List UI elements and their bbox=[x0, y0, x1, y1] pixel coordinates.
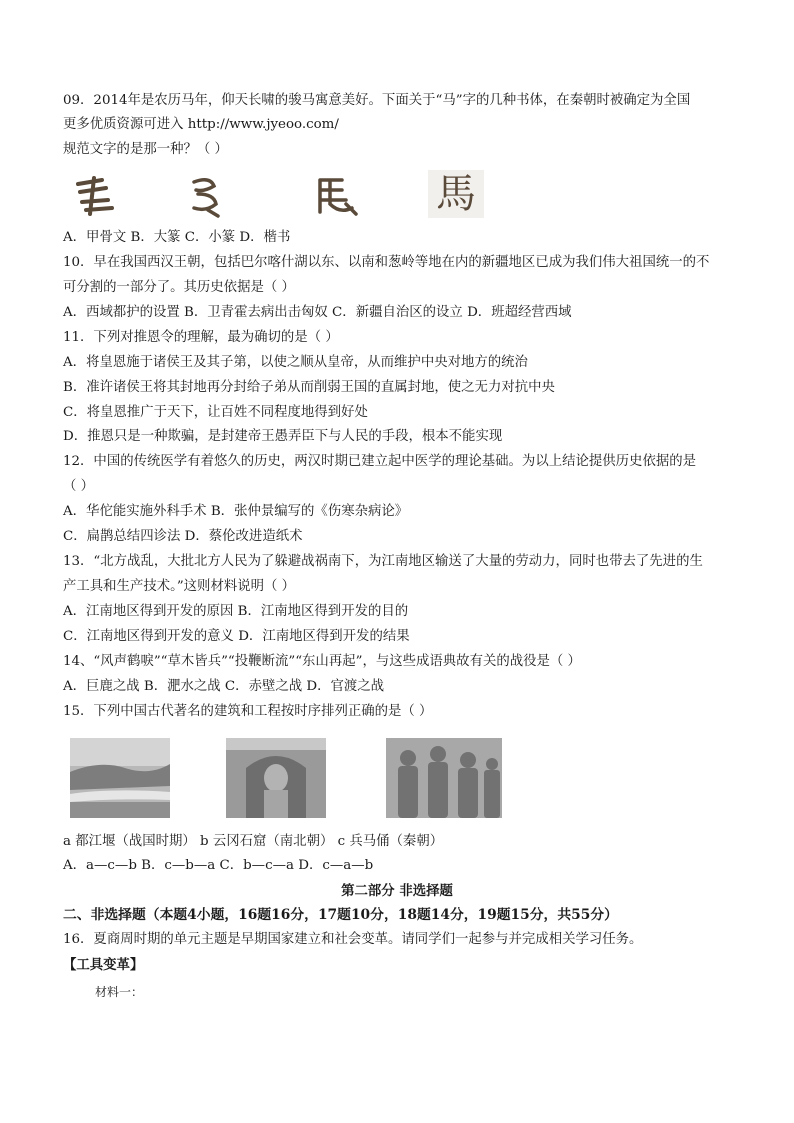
q14-options: A．巨鹿之战 B．淝水之战 C．赤壁之战 D．官渡之战 bbox=[63, 679, 385, 694]
q12-line2: （ ） bbox=[63, 479, 95, 494]
oracle-bone-horse-image bbox=[72, 174, 118, 220]
q11-option-b: B．准许诸侯王将其封地再分封给子弟从而削弱王国的直属封地，使之无力对抗中央 bbox=[63, 380, 555, 395]
section2-heading: 二、非选择题（本题4小题，16题16分，17题10分，18题14分，19题15分，共55分） bbox=[63, 907, 618, 923]
q15-options: A．a—c—b B．c—b—a C．b—c—a D．c—a—b bbox=[63, 858, 374, 873]
q09-line1: 09．2014年是农历马年，仰天长啸的骏马寓意美好。下面关于“马”字的几种书体，在秦朝时被确定为全国 bbox=[63, 93, 691, 108]
q10-line2: 可分割的一部分了。其历史依据是（ ） bbox=[63, 280, 295, 295]
q13-options-cd: C．江南地区得到开发的意义 D．江南地区得到开发的结果 bbox=[63, 629, 410, 644]
horse-script-images bbox=[66, 170, 486, 222]
q11-option-c: C．将皇恩推广于天下，让百姓不同程度地得到好处 bbox=[63, 405, 368, 420]
q12-options-ab: A．华佗能实施外科手术 B．张仲景编写的《伤寒杂病论》 bbox=[63, 504, 409, 519]
q10-line1: 10．早在我国西汉王朝，包括巴尔喀什湖以东、以南和葱岭等地在内的新疆地区已成为我们伟大祖国统一的不 bbox=[63, 255, 710, 270]
q10-options: A．西域都护的设置 B．卫青霍去病出击匈奴 C．新疆自治区的设立 D．班超经营西域 bbox=[63, 305, 572, 320]
great-seal-horse-image bbox=[184, 174, 230, 220]
q13-line1: 13．“北方战乱，大批北方人民为了躲避战祸南下，为江南地区输送了大量的劳动力，同时也带去了先进的生 bbox=[63, 554, 703, 569]
q09-line2: 更多优质资源可进入 http://www.jyeoo.com/ bbox=[63, 117, 339, 132]
q13-options-ab: A．江南地区得到开发的原因 B．江南地区得到开发的目的 bbox=[63, 604, 409, 619]
part2-title: 第二部分 非选择题 bbox=[341, 883, 453, 899]
terracotta-warriors-photo bbox=[386, 738, 502, 818]
q11-stem: 11．下列对推恩令的理解，最为确切的是（ ） bbox=[63, 330, 339, 345]
q12-options-cd: C．扁鹊总结四诊法 D．蔡伦改进造纸术 bbox=[63, 529, 303, 544]
q13-line2: 产工具和生产技术。”这则材料说明（ ） bbox=[63, 579, 296, 594]
yungang-grottoes-photo bbox=[226, 738, 326, 818]
q09-line3: 规范文字的是那一种？（ ） bbox=[63, 142, 228, 157]
q15-captions: a 都江堰（战国时期） b 云冈石窟（南北朝） c 兵马俑（秦朝） bbox=[63, 834, 444, 849]
dujiangyan-photo bbox=[70, 738, 170, 818]
q16-heading: 【工具变革】 bbox=[63, 957, 144, 973]
q14-stem: 14、“风声鹤唳”“草木皆兵”“投鞭断流”“东山再起”，与这些成语典故有关的战役是（ ） bbox=[63, 654, 581, 669]
q11-option-d: D．推恩只是一种欺骗，是封建帝王愚弄臣下与人民的手段，根本不能实现 bbox=[63, 429, 503, 444]
q16-stem: 16．夏商周时期的单元主题是早期国家建立和社会变革。请同学们一起参与并完成相关学习任务。 bbox=[63, 932, 643, 947]
q15-stem: 15．下列中国古代著名的建筑和工程按时序排列正确的是（ ） bbox=[63, 704, 433, 719]
q11-option-a: A．将皇恩施于诸侯王及其子第，以使之顺从皇帝，从而维护中央对地方的统治 bbox=[63, 355, 528, 370]
q12-line1: 12．中国的传统医学有着悠久的历史，两汉时期已建立起中医学的理论基础。为以上结论提供历史依据的是 bbox=[63, 454, 697, 469]
small-seal-horse-image bbox=[312, 174, 362, 220]
kaishu-horse-glyph: 馬 bbox=[428, 170, 484, 218]
q16-material-label: 材料一： bbox=[95, 985, 144, 999]
q15-photos bbox=[70, 738, 510, 822]
q09-options: A．甲骨文 B．大篆 C．小篆 D．楷书 bbox=[63, 230, 291, 245]
